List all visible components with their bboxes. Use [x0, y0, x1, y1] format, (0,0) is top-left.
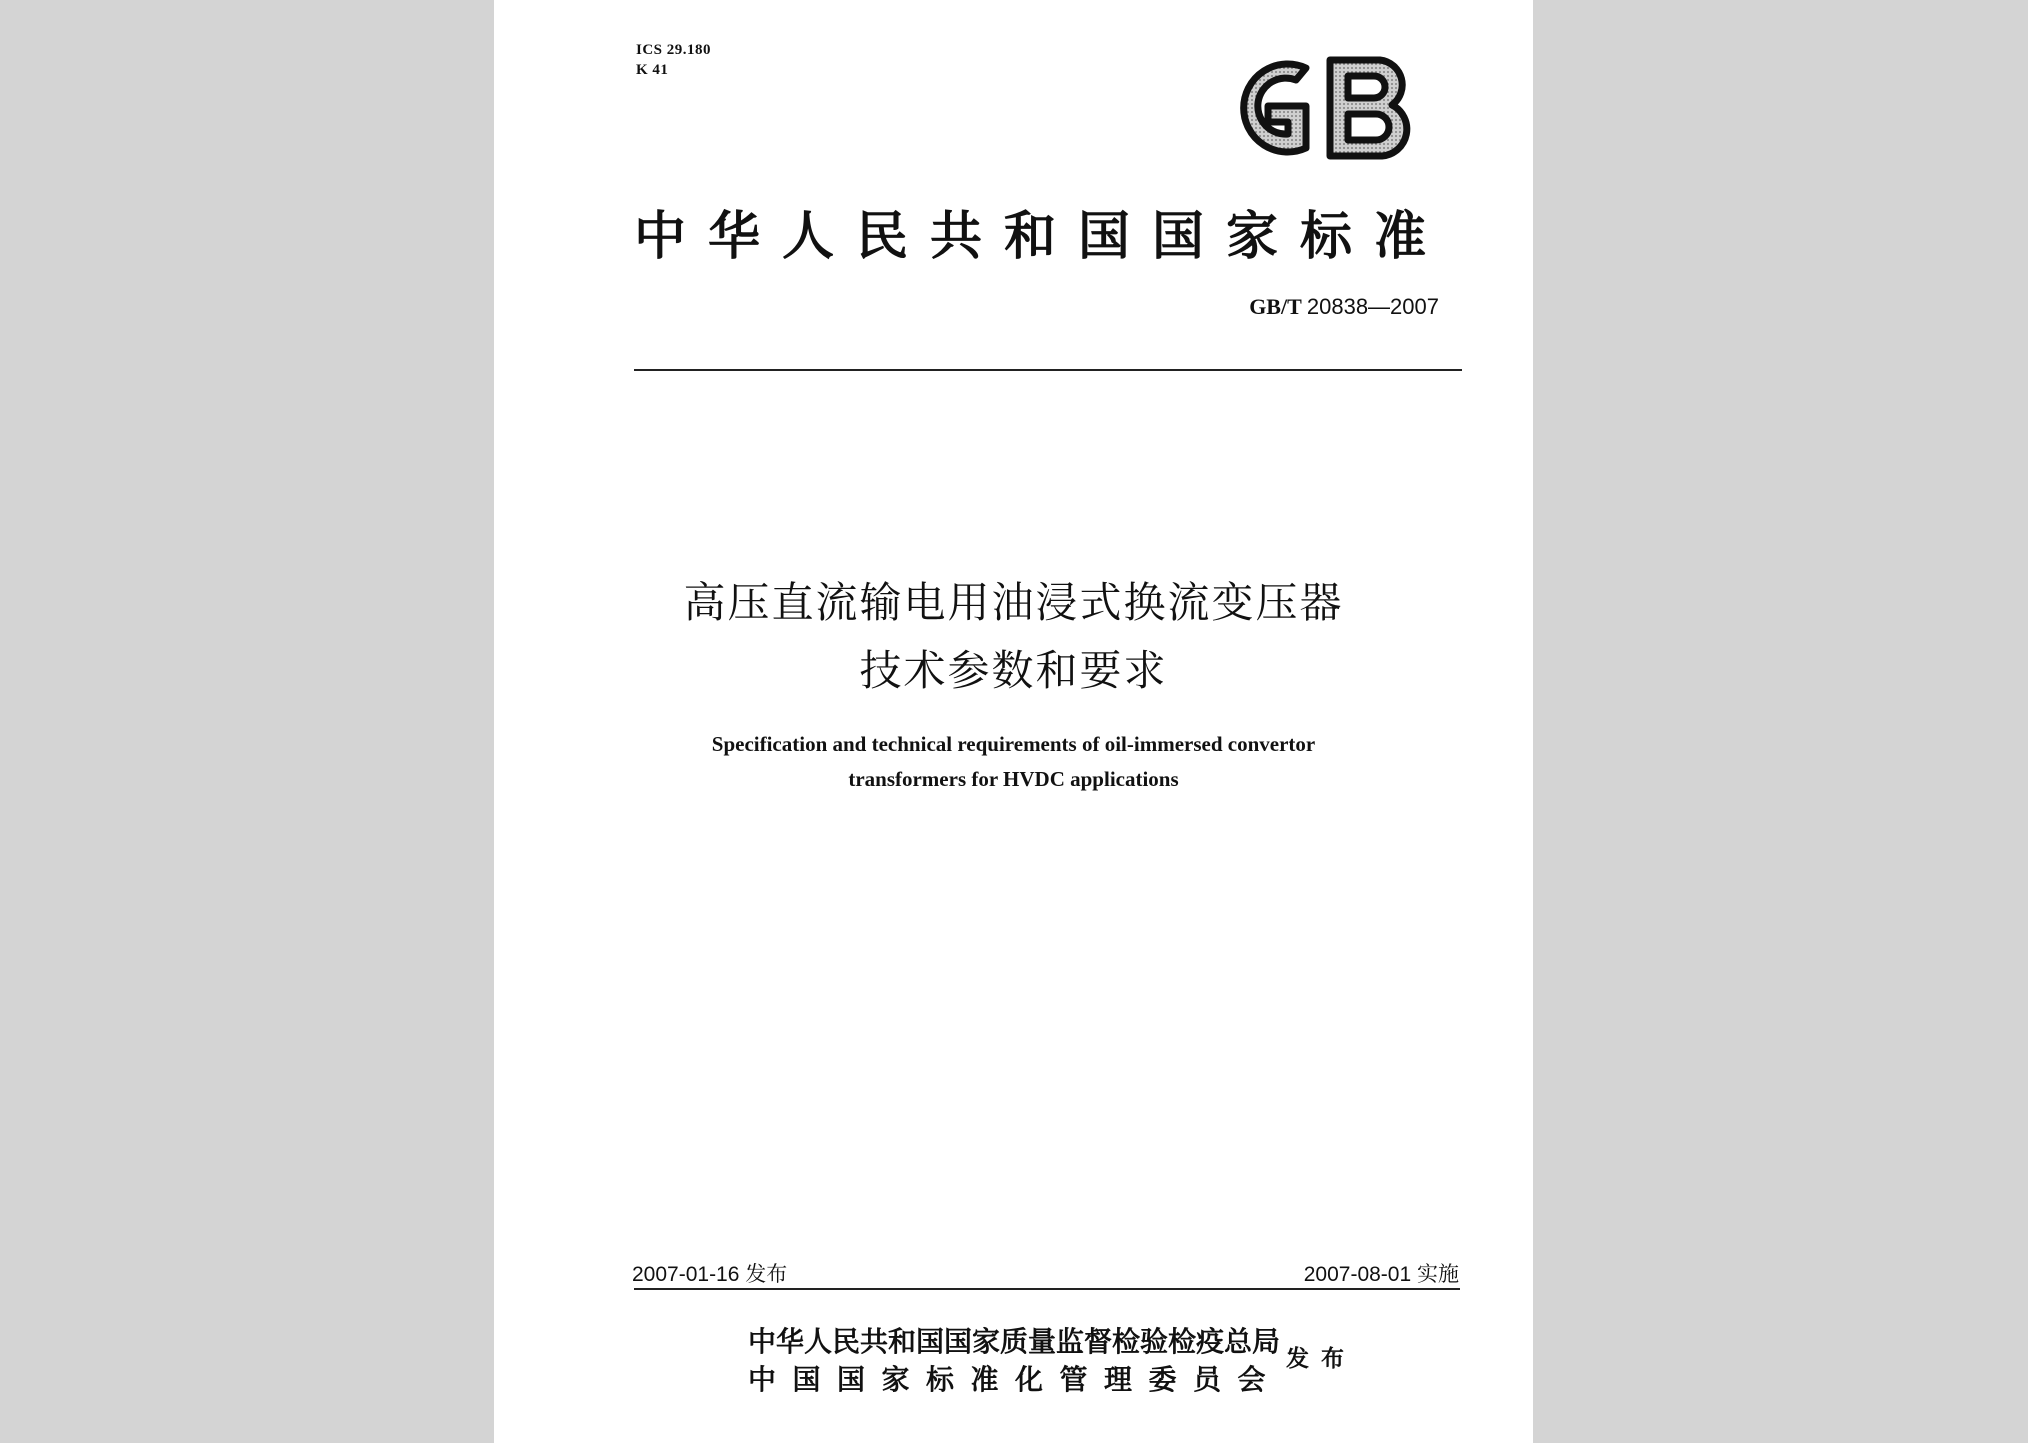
document-page	[494, 0, 1533, 1443]
title-chinese-line2: 技术参数和要求	[859, 646, 1168, 695]
title-english-line2: transformers for HVDC applications	[848, 767, 1179, 791]
bottom-divider	[634, 1288, 1460, 1290]
standard-organization: 中华人民共和国国家标准	[634, 207, 1449, 267]
standard-number	[1249, 294, 1439, 320]
ccs-code: K 41	[636, 62, 669, 78]
implementation-date: 2007-08-01 实施	[1303, 1263, 1459, 1286]
publisher-line2: 中国国家标准化管理委员会	[748, 1363, 1283, 1396]
publish-label: 发布	[1286, 1345, 1356, 1372]
gb-logo	[1210, 50, 1422, 166]
top-divider	[634, 369, 1462, 371]
classification-codes	[636, 40, 711, 80]
issue-date: 2007-01-16 发布	[632, 1263, 788, 1286]
standard-code: 20838—2007	[1306, 294, 1439, 319]
standard-prefix: GB/T	[1249, 294, 1302, 319]
title-chinese-line1: 高压直流输电用油浸式换流变压器	[683, 578, 1344, 627]
ics-code: ICS 29.180	[636, 42, 712, 58]
publisher-line1: 中华人民共和国国家质量监督检验检疫总局	[748, 1325, 1281, 1358]
title-english-line1: Specification and technical requirements of oil-immersed convertor	[711, 732, 1316, 756]
